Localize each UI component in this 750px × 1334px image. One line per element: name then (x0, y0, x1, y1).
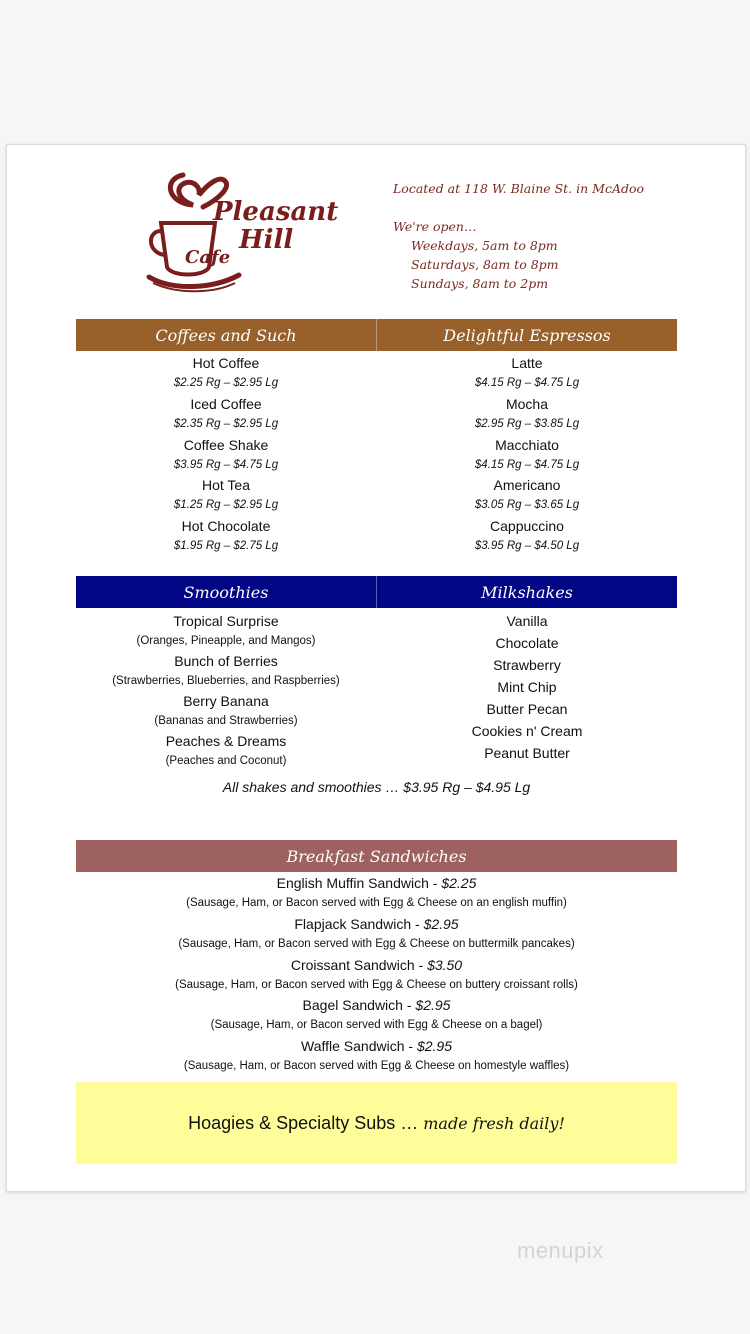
sandwich-name: English Muffin Sandwich (276, 875, 429, 891)
menu-item-name: Hot Coffee (192, 355, 260, 371)
sandwich-item: Flapjack Sandwich - $2.95 (294, 915, 459, 932)
milkshake-flavor: Chocolate (495, 635, 559, 651)
subs-tagline: made fresh daily! (423, 1113, 565, 1133)
sandwich-name: Croissant Sandwich (290, 956, 415, 973)
menu-item-name: Tropical Surprise (173, 613, 279, 629)
menu-item-name: Macchiato (495, 436, 559, 453)
milkshake-flavor: Strawberry (493, 657, 561, 673)
cafe-info (393, 179, 644, 293)
logo-line-3: Cafe (185, 247, 231, 268)
subs-text: Hoagies & Specialty Subs … (188, 1112, 419, 1133)
sandwich-price: $2.95 (416, 1038, 452, 1055)
menu-item-desc: (Bananas and Strawberries) (154, 715, 298, 727)
sandwich-name: Flapjack Sandwich (294, 915, 412, 932)
breakfast-list (76, 873, 677, 1077)
breakfast-section-header (76, 840, 677, 872)
open-label: We're open… (393, 219, 477, 234)
location-text: Located at 118 W. Blaine St. in McAdoo (393, 181, 645, 196)
menupix-watermark: menupix (517, 1238, 604, 1263)
menu-item-name: Peaches & Dreams (165, 733, 287, 749)
sandwich-item: Croissant Sandwich - $3.50 (290, 956, 463, 973)
sandwich-price: $3.50 (427, 956, 463, 973)
sandwich-item: Waffle Sandwich - $2.95 (301, 1038, 452, 1055)
menu-item-price: $2.25 Rg – $2.95 Lg (173, 377, 279, 389)
coffees-list (76, 353, 376, 557)
menu-item-name: Bunch of Berries (174, 653, 278, 669)
sandwich-desc: (Sausage, Ham, or Bacon served with Egg & Cheese on a bagel) (210, 1019, 543, 1032)
milkshake-flavor: Peanut Butter (484, 745, 570, 761)
milkshake-flavor: Butter Pecan (486, 701, 568, 717)
menu-item-desc: (Oranges, Pineapple, and Mangos) (136, 635, 316, 647)
sandwich-desc: (Sausage, Ham, or Bacon served with Egg & Cheese on an english muffin) (186, 897, 567, 909)
cafe-logo (143, 165, 343, 295)
sandwich-name: Waffle Sandwich (301, 1038, 405, 1055)
milkshakes-list (377, 610, 677, 764)
menu-item-name: Americano (493, 477, 561, 494)
sandwich-desc: (Sausage, Ham, or Bacon served with Egg & Cheese on buttery croissant rolls) (175, 978, 578, 991)
menu-item-name: Berry Banana (183, 693, 269, 709)
shakes-smoothies-price: All shakes and smoothies … $3.95 Rg – $4.95 Lg (222, 779, 531, 795)
hours-saturdays: Saturdays, 8am to 8pm (411, 257, 559, 272)
menu-item-price: $4.15 Rg – $4.75 Lg (474, 458, 580, 471)
sandwich-item: Bagel Sandwich - $2.95 (302, 997, 451, 1014)
menu-page (6, 144, 746, 1192)
menu-item-price: $3.05 Rg – $3.65 Lg (474, 499, 580, 512)
hours-weekdays: Weekdays, 5am to 8pm (411, 238, 558, 253)
milkshake-flavor: Mint Chip (497, 679, 557, 695)
coffees-heading: Coffees and Such (155, 325, 297, 345)
menu-item-desc: (Strawberries, Blueberries, and Raspberries) (112, 675, 340, 687)
sandwich-price: $2.25 (441, 875, 477, 891)
sandwich-name: Bagel Sandwich (302, 997, 403, 1014)
breakfast-heading: Breakfast Sandwiches (286, 846, 467, 866)
menu-item-name: Latte (511, 355, 543, 371)
sandwich-price: $2.95 (415, 997, 451, 1014)
menu-item-name: Coffee Shake (183, 436, 269, 453)
milkshake-flavor: Cookies n' Cream (471, 723, 583, 739)
menu-item-name: Hot Chocolate (181, 518, 271, 535)
sandwich-price: $2.95 (423, 915, 459, 932)
logo-line-1: Pleasant (213, 197, 339, 227)
subs-banner (76, 1082, 677, 1164)
espressos-list (377, 353, 677, 557)
smoothie-section-header (76, 576, 677, 608)
smoothies-heading: Smoothies (183, 582, 269, 602)
menu-item-name: Cappuccino (490, 518, 564, 535)
sandwich-item: English Muffin Sandwich - $2.25 (276, 875, 477, 891)
sandwich-desc: (Sausage, Ham, or Bacon served with Egg & Cheese on buttermilk pancakes) (178, 937, 575, 950)
espressos-heading: Delightful Espressos (376, 319, 677, 351)
menu-item-name: Iced Coffee (190, 395, 262, 412)
menu-item-price: $1.25 Rg – $2.95 Lg (173, 499, 279, 512)
menu-item-price: $1.95 Rg – $2.75 Lg (173, 540, 279, 553)
menu-item-price: $3.95 Rg – $4.50 Lg (474, 540, 580, 553)
menu-item-price: $4.15 Rg – $4.75 Lg (474, 377, 580, 389)
milkshakes-heading: Milkshakes (376, 576, 677, 608)
smoothies-list (76, 611, 376, 771)
milkshake-flavor: Vanilla (506, 613, 548, 629)
hours-sundays: Sundays, 8am to 2pm (411, 276, 549, 291)
menu-item-price: $3.95 Rg – $4.75 Lg (173, 458, 279, 471)
coffee-section-header (76, 319, 677, 351)
menu-item-price: $2.95 Rg – $3.85 Lg (474, 417, 580, 430)
menu-item-desc: (Peaches and Coconut) (165, 755, 287, 767)
menu-item-price: $2.35 Rg – $2.95 Lg (173, 417, 279, 430)
menu-item-name: Mocha (505, 395, 549, 412)
sandwich-desc: (Sausage, Ham, or Bacon served with Egg & Cheese on homestyle waffles) (183, 1060, 570, 1073)
menu-item-name: Hot Tea (202, 477, 250, 494)
logo-line-2: Hill (239, 225, 294, 255)
